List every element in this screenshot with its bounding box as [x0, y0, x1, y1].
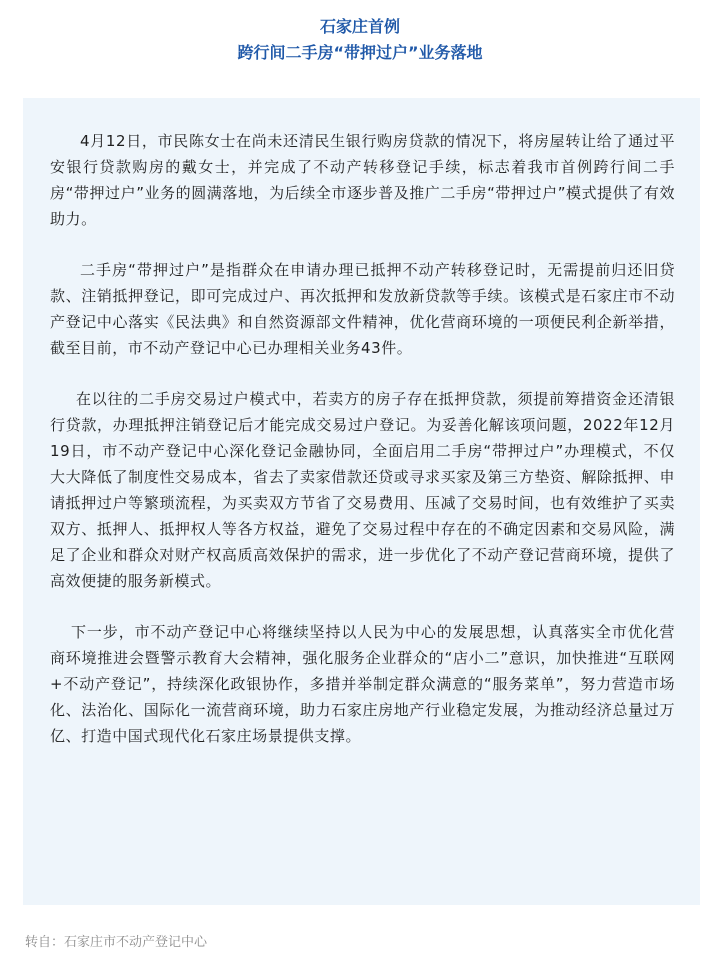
paragraph-2: 二手房“带押过户”是指群众在申请办理已抵押不动产转移登记时，无需提前归还旧贷款、注销抵押登记，即可完成过户、再次抵押和发放新贷款等手续。该模式是石家庄市不动产登记中心落实《民法典》和自然资源部文件精神，优化营商环境的一项便民利企新举措，截至目前，市不动产登记中心已办理相关业务43件。: [50, 261, 675, 357]
paragraph-4: 下一步，市不动产登记中心将继续坚持以人民为中心的发展思想，认真落实全市优化营商环境推进会暨警示教育大会精神，强化服务企业群众的“店小二”意识，加快推进“互联网+不动产登记”，持续深化政银协作，多措并举制定群众满意的“服务菜单”，努力营造市场化、法治化、国际化一流营商环境，助力石家庄房地产行业稳定发展，为推动经济总量过万亿、打造中国式现代化石家庄场景提供支撑。: [50, 623, 675, 745]
article-body-box: [23, 98, 700, 905]
title-line-1: 石家庄首例: [319, 17, 400, 36]
source-attribution: 转自：石家庄市不动产登记中心: [25, 935, 208, 950]
paragraph-1: 4月12日，市民陈女士在尚未还清民生银行购房贷款的情况下，将房屋转让给了通过平安银行贷款购房的戴女士，并完成了不动产转移登记手续，标志着我市首例跨行间二手房“带押过户”业务的圆满落地，为后续全市逐步普及推广二手房“带押过户”模式提供了有效助力。: [50, 132, 675, 228]
article-title: [0, 14, 720, 66]
paragraph-3: 在以往的二手房交易过户模式中，若卖方的房子存在抵押贷款，须提前筹措资金还清银行贷款，办理抵押注销登记后才能完成交易过户登记。为妥善化解该项问题，2022年12月19日，市不动产登记中心深化登记金融协同，全面启用二手房“带押过户”办理模式，不仅大大降低了制度性交易成本，省去了卖家借款还贷或寻求买家及第三方垫资、解除抵押、申请抵押过户等繁琐流程，为买卖双方节省了交易费用、压减了交易时间，也有效维护了买卖双方、抵押人、抵押权人等各方权益，避免了交易过程中存在的不确定因素和交易风险，满足了企业和群众对财产权高质高效保护的需求，进一步优化了不动产登记营商环境，提供了高效便捷的服务新模式。: [50, 390, 675, 590]
title-line-2: 跨行间二手房“带押过户”业务落地: [237, 43, 483, 62]
